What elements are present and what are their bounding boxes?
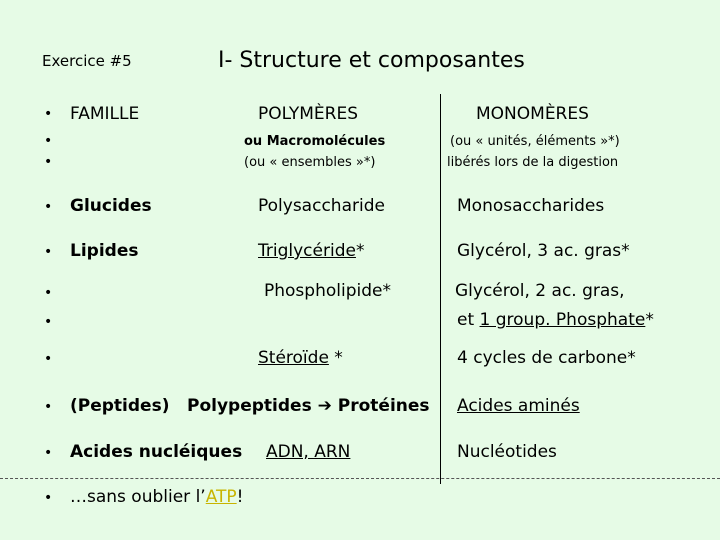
atp-line — [70, 487, 243, 507]
column-header-family: FAMILLE — [70, 104, 140, 124]
family-lipides: Lipides — [70, 241, 139, 261]
monomer-glucides: Monosaccharides — [457, 196, 605, 216]
bullet: • — [44, 133, 53, 149]
family-peptides: (Peptides) — [70, 396, 170, 416]
polymer-nucleiques — [266, 442, 350, 462]
polymers-subtitle-1: ou Macromolécules — [244, 134, 386, 149]
polymer-peptides-right: Protéines — [331, 396, 430, 416]
polymer-lipides-star: * — [355, 241, 365, 261]
polymer-peptides — [187, 396, 430, 416]
exercise-label: Exercice #5 — [42, 52, 132, 70]
monomer-nucleiques: Nucléotides — [457, 442, 557, 462]
atp-prefix: …sans oublier l’ — [70, 487, 206, 507]
arrow-right-icon: ➔ — [317, 396, 332, 416]
polymer-steroide-star: * — [328, 348, 343, 368]
monomer-phospholipide-line2 — [457, 310, 654, 330]
bullet: • — [44, 106, 53, 122]
bullet: • — [44, 445, 53, 461]
bullet: • — [44, 314, 53, 330]
polymer-steroide — [258, 348, 343, 368]
bottom-divider — [0, 478, 720, 479]
polymer-peptides-left: Polypeptides — [187, 396, 318, 416]
monomer-lipides: Glycérol, 3 ac. gras* — [457, 241, 630, 261]
monomer-steroide: 4 cycles de carbone* — [457, 348, 636, 368]
monomer-peptides — [457, 396, 580, 416]
family-acides-nucleiques: Acides nucléiques — [70, 442, 243, 462]
column-divider — [440, 94, 441, 484]
family-glucides: Glucides — [70, 196, 152, 216]
bullet: • — [44, 199, 53, 215]
polymer-adn-arn: ADN, ARN — [266, 442, 351, 462]
bullet: • — [44, 490, 53, 506]
bullet: • — [44, 351, 53, 367]
bullet: • — [44, 154, 53, 170]
monomers-subtitle-2: libérés lors de la digestion — [447, 155, 619, 170]
atp-suffix: ! — [236, 487, 244, 507]
polymer-phospholipide: Phospholipide* — [264, 281, 391, 301]
monomer-acides-amines: Acides aminés — [457, 396, 580, 416]
polymers-subtitle-2: (ou « ensembles »*) — [244, 155, 376, 170]
column-header-monomers: MONOMÈRES — [476, 104, 589, 124]
monomers-subtitle-1: (ou « unités, éléments »*) — [450, 134, 620, 149]
bullet: • — [44, 285, 53, 301]
monomer-phospholipide-line1: Glycérol, 2 ac. gras, — [455, 281, 625, 301]
polymer-lipides-name: Triglycéride — [258, 241, 356, 261]
page-title: I- Structure et composantes — [218, 48, 525, 73]
monomer-phospho-group: 1 group. Phosphate — [479, 310, 646, 330]
column-header-polymers: POLYMÈRES — [258, 104, 358, 124]
monomer-phospho-prefix: et — [457, 310, 480, 330]
polymer-glucides: Polysaccharide — [258, 196, 385, 216]
bullet: • — [44, 244, 53, 260]
monomer-phospho-star: * — [645, 310, 654, 330]
bullet: • — [44, 399, 53, 415]
atp-word: ATP — [205, 487, 237, 507]
polymer-lipides — [258, 241, 364, 261]
polymer-steroide-name: Stéroïde — [258, 348, 329, 368]
